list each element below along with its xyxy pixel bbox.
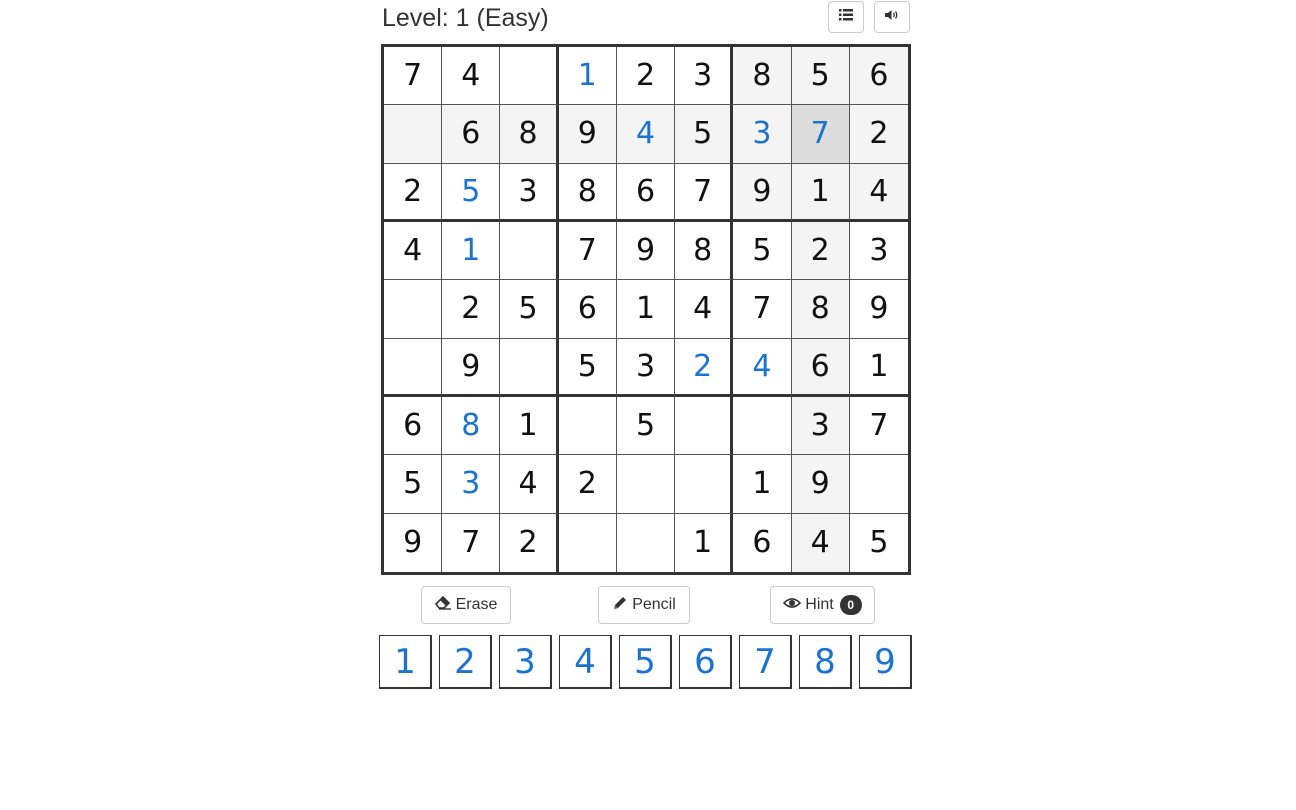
sudoku-cell[interactable]: 3 — [500, 164, 558, 222]
sudoku-cell[interactable]: 5 — [500, 280, 558, 338]
sudoku-cell[interactable]: 7 — [850, 397, 908, 455]
erase-button[interactable] — [421, 586, 511, 624]
sudoku-cell[interactable]: 3 — [850, 222, 908, 280]
sudoku-cell[interactable]: 8 — [733, 47, 791, 105]
eye-icon — [783, 596, 801, 614]
sudoku-cell[interactable] — [675, 455, 733, 513]
sudoku-cell[interactable]: 9 — [559, 105, 617, 163]
sudoku-cell[interactable] — [559, 514, 617, 572]
sudoku-cell[interactable]: 2 — [500, 514, 558, 572]
sudoku-cell[interactable]: 8 — [500, 105, 558, 163]
sudoku-cell[interactable]: 5 — [384, 455, 442, 513]
level-title: Level: 1 (Easy) — [382, 4, 549, 32]
sudoku-cell[interactable]: 1 — [617, 280, 675, 338]
sudoku-cell[interactable]: 6 — [617, 164, 675, 222]
sudoku-cell[interactable]: 9 — [733, 164, 791, 222]
sudoku-cell[interactable]: 5 — [442, 164, 500, 222]
sudoku-cell[interactable]: 1 — [500, 397, 558, 455]
hint-count-badge: 0 — [840, 595, 862, 615]
sudoku-cell[interactable]: 6 — [733, 514, 791, 572]
sudoku-cell[interactable]: 8 — [559, 164, 617, 222]
sudoku-cell[interactable]: 1 — [733, 455, 791, 513]
sudoku-cell[interactable]: 9 — [617, 222, 675, 280]
sudoku-cell[interactable]: 2 — [617, 47, 675, 105]
sudoku-cell[interactable]: 7 — [675, 164, 733, 222]
sudoku-cell[interactable]: 5 — [617, 397, 675, 455]
sudoku-cell[interactable]: 4 — [384, 222, 442, 280]
sudoku-cell[interactable]: 7 — [733, 280, 791, 338]
sudoku-cell[interactable]: 3 — [792, 397, 850, 455]
pencil-icon — [612, 595, 628, 616]
sudoku-cell[interactable] — [384, 105, 442, 163]
sound-button[interactable] — [874, 1, 910, 33]
sudoku-cell[interactable]: 4 — [617, 105, 675, 163]
sudoku-cell[interactable]: 5 — [675, 105, 733, 163]
sudoku-cell[interactable] — [500, 222, 558, 280]
sudoku-cell[interactable] — [617, 514, 675, 572]
sudoku-cell[interactable]: 6 — [792, 339, 850, 397]
sudoku-cell[interactable]: 4 — [733, 339, 791, 397]
sudoku-cell[interactable]: 6 — [850, 47, 908, 105]
number-key-7[interactable]: 7 — [739, 635, 792, 689]
number-key-4[interactable]: 4 — [559, 635, 612, 689]
hint-label: Hint — [805, 596, 834, 613]
sudoku-cell[interactable]: 9 — [384, 514, 442, 572]
hint-button[interactable] — [770, 586, 875, 624]
sudoku-cell[interactable]: 4 — [442, 47, 500, 105]
sudoku-cell[interactable]: 2 — [792, 222, 850, 280]
sudoku-cell[interactable]: 1 — [559, 47, 617, 105]
sudoku-cell[interactable]: 5 — [559, 339, 617, 397]
sudoku-cell[interactable]: 6 — [442, 105, 500, 163]
sudoku-cell[interactable]: 9 — [442, 339, 500, 397]
number-key-3[interactable]: 3 — [499, 635, 552, 689]
sudoku-cell[interactable]: 8 — [675, 222, 733, 280]
sudoku-cell[interactable]: 3 — [442, 455, 500, 513]
sudoku-cell[interactable]: 1 — [442, 222, 500, 280]
eraser-icon — [435, 595, 452, 615]
sudoku-cell[interactable] — [384, 280, 442, 338]
list-icon — [839, 8, 853, 26]
pencil-label: Pencil — [632, 596, 676, 613]
sudoku-cell[interactable]: 6 — [384, 397, 442, 455]
erase-label: Erase — [455, 596, 498, 613]
sudoku-cell[interactable]: 4 — [675, 280, 733, 338]
sudoku-cell[interactable]: 9 — [792, 455, 850, 513]
sudoku-cell[interactable] — [384, 339, 442, 397]
number-key-6[interactable]: 6 — [679, 635, 732, 689]
number-key-5[interactable]: 5 — [619, 635, 672, 689]
sudoku-cell[interactable] — [850, 455, 908, 513]
stats-button[interactable] — [828, 1, 864, 33]
sudoku-cell[interactable]: 4 — [850, 164, 908, 222]
sudoku-cell[interactable]: 5 — [733, 222, 791, 280]
sudoku-cell[interactable]: 2 — [442, 280, 500, 338]
sudoku-cell[interactable] — [500, 339, 558, 397]
sudoku-cell[interactable]: 6 — [559, 280, 617, 338]
sudoku-cell[interactable]: 4 — [792, 514, 850, 572]
sudoku-cell[interactable]: 7 — [442, 514, 500, 572]
sudoku-cell[interactable] — [733, 397, 791, 455]
sudoku-cell[interactable]: 1 — [850, 339, 908, 397]
sudoku-cell[interactable]: 3 — [675, 47, 733, 105]
sudoku-cell[interactable]: 1 — [792, 164, 850, 222]
number-pad — [379, 635, 912, 689]
sudoku-board — [381, 44, 911, 575]
sudoku-cell[interactable]: 3 — [733, 105, 791, 163]
sudoku-cell[interactable]: 7 — [559, 222, 617, 280]
sudoku-cell[interactable]: 4 — [500, 455, 558, 513]
sudoku-cell[interactable] — [617, 455, 675, 513]
sudoku-cell[interactable]: 5 — [792, 47, 850, 105]
number-key-8[interactable]: 8 — [799, 635, 852, 689]
number-key-1[interactable]: 1 — [379, 635, 432, 689]
sudoku-cell[interactable] — [675, 397, 733, 455]
sudoku-cell[interactable]: 8 — [442, 397, 500, 455]
volume-icon — [885, 8, 899, 26]
sudoku-cell[interactable]: 2 — [384, 164, 442, 222]
sudoku-cell[interactable]: 7 — [384, 47, 442, 105]
sudoku-cell[interactable]: 1 — [675, 514, 733, 572]
sudoku-cell[interactable]: 8 — [792, 280, 850, 338]
sudoku-cell[interactable]: 9 — [850, 280, 908, 338]
number-key-9[interactable]: 9 — [859, 635, 912, 689]
sudoku-cell[interactable]: 2 — [850, 105, 908, 163]
sudoku-cell[interactable] — [559, 397, 617, 455]
sudoku-cell[interactable] — [500, 47, 558, 105]
sudoku-cell[interactable]: 5 — [869, 525, 889, 561]
sudoku-cell[interactable]: 7 — [792, 105, 850, 163]
number-key-2[interactable]: 2 — [439, 635, 492, 689]
sudoku-cell[interactable]: 2 — [559, 455, 617, 513]
pencil-button[interactable] — [598, 586, 690, 624]
sudoku-cell[interactable]: 3 — [617, 339, 675, 397]
sudoku-cell[interactable]: 2 — [675, 339, 733, 397]
